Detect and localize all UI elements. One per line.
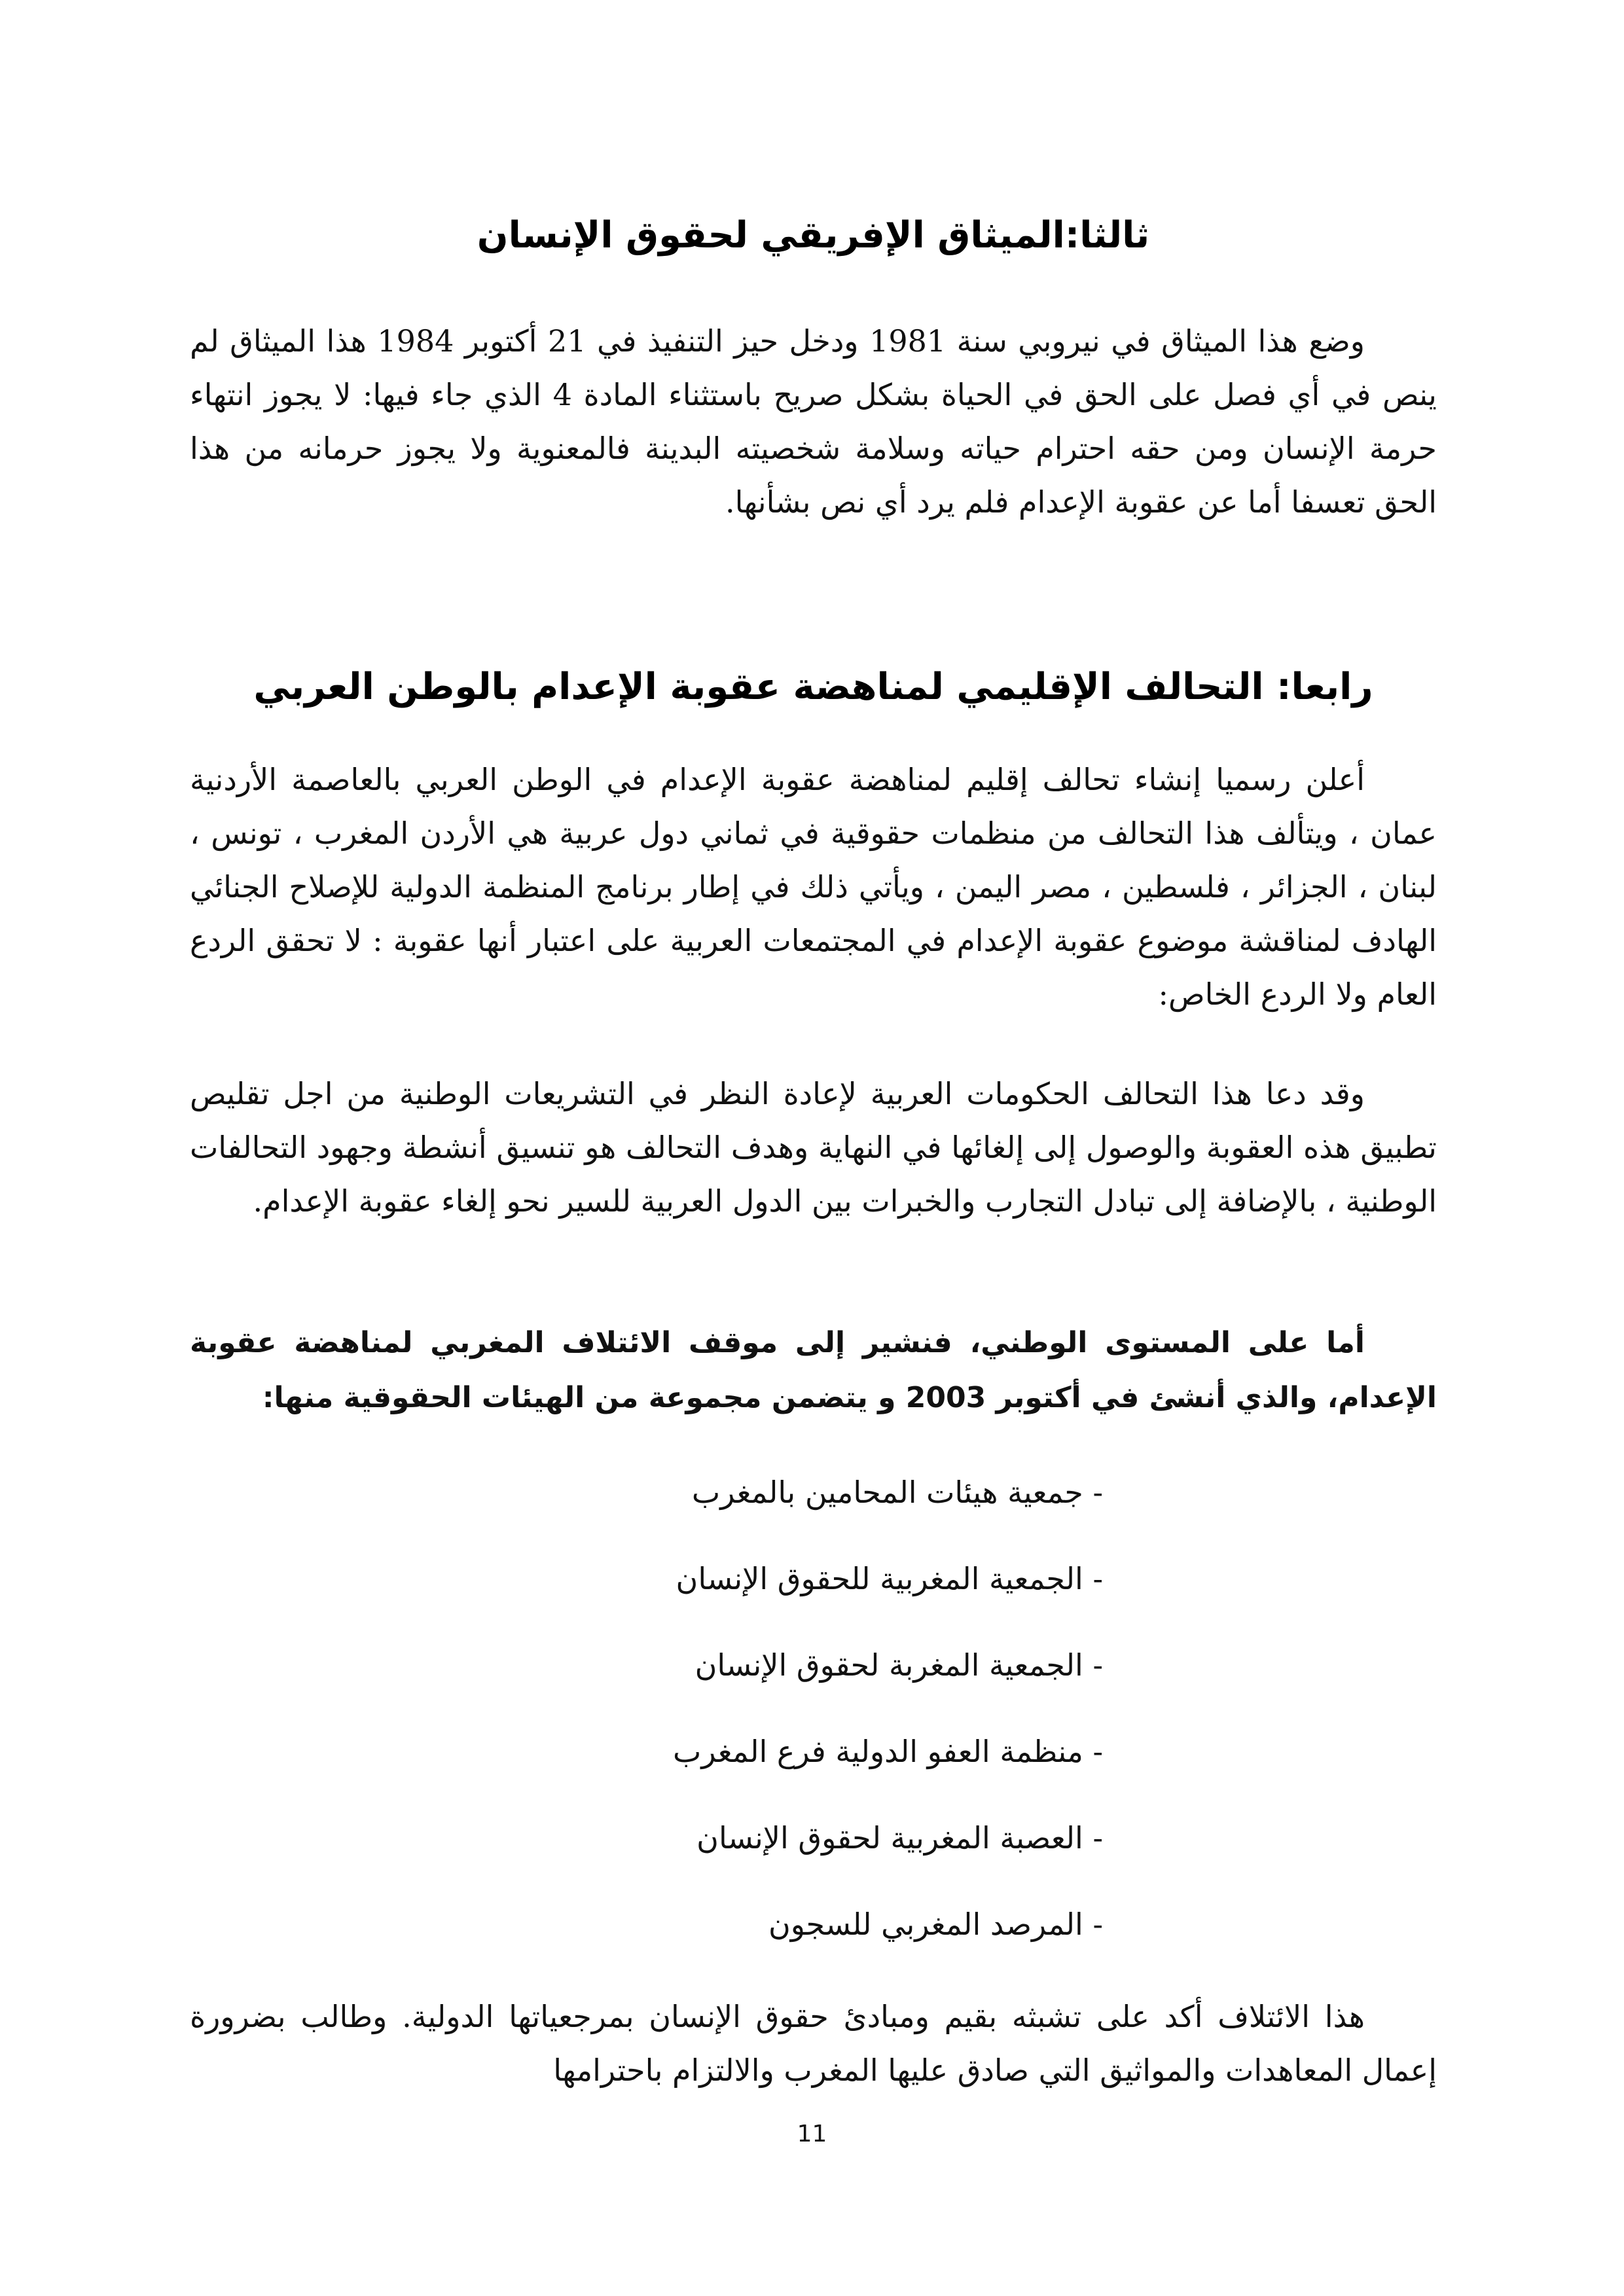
list-item: - جمعية هيئات المحامين بالمغرب — [691, 1475, 1103, 1510]
organizations-list — [383, 1473, 1103, 1991]
list-item: - العصبة المغربية لحقوق الإنسان — [696, 1820, 1103, 1856]
list-item: - الجمعية المغربة لحقوق الإنسان — [695, 1647, 1103, 1683]
document-page — [190, 0, 1437, 2296]
paragraph-national-level: أما على المستوى الوطني، فنشير إلى موقف الائتلاف المغربي لمناهضة عقوبة الإعدام، والذي أنشئ في أكتوبر 2003 و يتضمن مجموعة من الهيئات الحقوقية منها: — [190, 1326, 1437, 1414]
page-number: 11 — [797, 2121, 827, 2147]
paragraph-coalition-commitment: هذا الائتلاف أكد على تشبثه بقيم ومبادئ حقوق الإنسان بمرجعياتها الدولية. وطالب بضرورة إعمال المعاهدات والمواثيق التي صادق عليها المغرب والالتزام باحترامها — [190, 1999, 1437, 2088]
section-heading-african-charter: ثالثا:الميثاق الإفريقي لحقوق الإنسان — [477, 214, 1150, 257]
list-item: - المرصد المغربي للسجون — [768, 1907, 1103, 1942]
paragraph-coalition-announcement: أعلن رسميا إنشاء تحالف إقليم لمناهضة عقوبة الإعدام في الوطن العربي بالعاصمة الأردنية عمان ، ويتألف هذا التحالف من منظمات حقوقية في ثماني دول عربية هي الأردن المغرب ، تونس ، لبنان ، الجزائر ، فلسطين ، مصر اليمن ، ويأتي ذلك في إطار برنامج المنظمة الدولية للإصلاح الجنائي الهادف لمناقشة موضوع عقوبة الإعدام في المجتمعات العربية على اعتبار أنها عقوبة : لا تحقق الردع العام ولا الردع الخاص: — [190, 762, 1437, 1012]
list-item: - الجمعية المغربية للحقوق الإنسان — [676, 1561, 1103, 1596]
paragraph-coalition-goals: وقد دعا هذا التحالف الحكومات العربية لإعادة النظر في التشريعات الوطنية من اجل تقليص تطبيق هذه العقوبة والوصول إلى إلغائها في النهاية وهدف التحالف هو تنسيق أنشطة وجهود التحالفات الوطنية ، بالإضافة إلى تبادل التجارب والخبرات بين الدول العربية للسير نحو إلغاء عقوبة الإعدام. — [190, 1076, 1437, 1219]
section-heading-regional-coalition: رابعا: التحالف الإقليمي لمناهضة عقوبة الإعدام بالوطن العربي — [253, 666, 1373, 708]
list-item: - منظمة العفو الدولية فرع المغرب — [673, 1734, 1103, 1769]
paragraph-african-charter: وضع هذا الميثاق في نيروبي سنة 1981 ودخل حيز التنفيذ في 21 أكتوبر 1984 هذا الميثاق لم ينص في أي فصل على الحق في الحياة بشكل صريح باستثناء المادة 4 الذي جاء فيها: لا يجوز انتهاء حرمة الإنسان ومن حقه احترام حياته وسلامة شخصيته البدينة فالمعنوية ولا يجوز حرمانه من هذا الحق تعسفا أما عن عقوبة الإعدام فلم يرد أي نص بشأنها. — [190, 323, 1437, 520]
